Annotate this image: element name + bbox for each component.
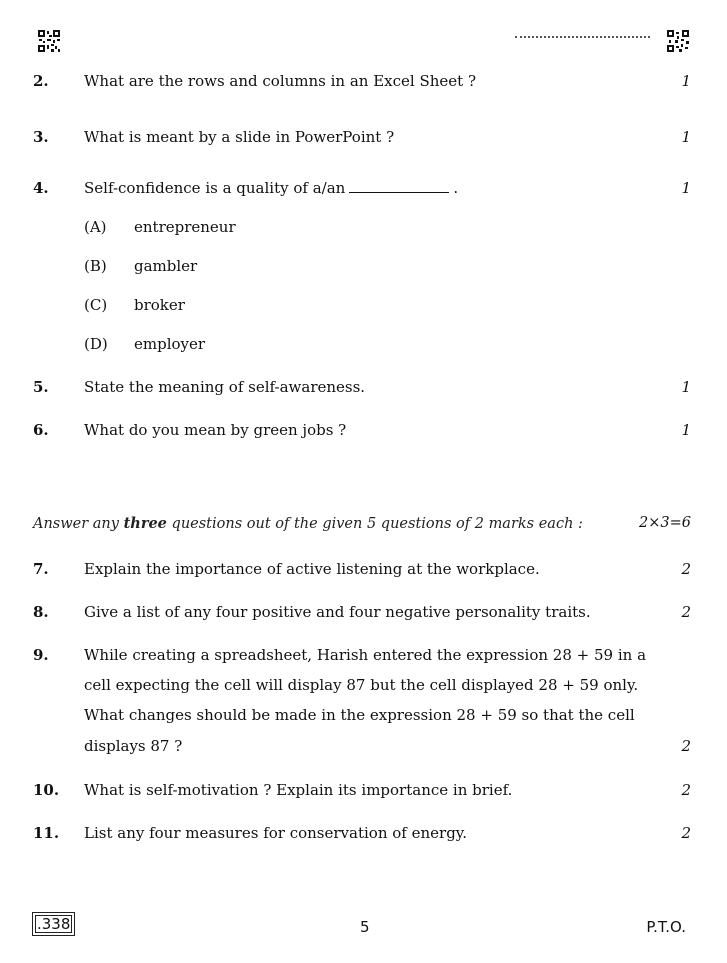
- question-text-line: cell expecting the cell will display 87 but the cell displayed 28 + 59 only.: [84, 676, 639, 694]
- question-marks: 1: [681, 72, 691, 90]
- question-number: 2.: [33, 72, 49, 90]
- option-text: broker: [134, 296, 185, 314]
- question-text: [84, 173, 458, 203]
- question-number: 3.: [33, 128, 49, 146]
- question-marks: 1: [681, 378, 691, 396]
- question-number: 7.: [33, 560, 49, 578]
- option-label: (B): [84, 257, 107, 275]
- question-marks: 2: [681, 781, 691, 799]
- question-text: What is self-motivation ? Explain its importance in brief.: [84, 781, 513, 799]
- question-marks: 2: [681, 737, 691, 755]
- option-text: gambler: [134, 257, 198, 275]
- question-text-line: displays 87 ?: [84, 737, 183, 755]
- paper-code: .338: [32, 912, 75, 936]
- option-text: employer: [134, 335, 206, 353]
- question-text-end: .: [453, 179, 459, 197]
- question-marks: 1: [681, 179, 691, 197]
- question-marks: 2: [681, 603, 691, 621]
- qr-code-icon: [38, 30, 60, 52]
- qr-code-icon: [667, 30, 689, 52]
- instruction-emphasis: three: [123, 515, 167, 532]
- question-text: Explain the importance of active listening at the workplace.: [84, 560, 540, 578]
- question-text-line: What changes should be made in the expression 28 + 59 so that the cell: [84, 706, 635, 724]
- question-number: 9.: [33, 646, 49, 664]
- question-marks: 2: [681, 560, 691, 578]
- option-label: (C): [84, 296, 108, 314]
- question-number: 10.: [33, 781, 60, 799]
- option-text: entrepreneur: [134, 218, 236, 236]
- question-text: What are the rows and columns in an Excel Sheet ?: [84, 72, 477, 90]
- instruction-prefix: Answer any: [33, 516, 124, 532]
- question-marks: 1: [681, 128, 691, 146]
- question-text: What is meant by a slide in PowerPoint ?: [84, 128, 395, 146]
- question-text-line: While creating a spreadsheet, Harish entered the expression 28 + 59 in a: [84, 646, 647, 664]
- section-instruction: [33, 515, 583, 532]
- question-number: 5.: [33, 378, 49, 396]
- instruction-suffix: questions out of the given 5 questions of 2 marks each :: [166, 516, 583, 532]
- question-number: 4.: [33, 179, 49, 197]
- option-label: (A): [84, 218, 107, 236]
- question-text: List any four measures for conservation of energy.: [84, 824, 468, 842]
- header-rule: [515, 36, 650, 38]
- question-text-start: Self-confidence is a quality of a/an: [84, 179, 346, 197]
- question-text: Give a list of any four positive and four negative personality traits.: [84, 603, 591, 621]
- please-turn-over: P.T.O.: [646, 918, 686, 936]
- page-number: 5: [360, 918, 370, 936]
- question-text: State the meaning of self-awareness.: [84, 378, 366, 396]
- section-marks: 2×3=6: [639, 515, 691, 531]
- question-number: 6.: [33, 421, 49, 439]
- question-marks: 1: [681, 421, 691, 439]
- fill-in-blank: [349, 192, 449, 193]
- option-label: (D): [84, 335, 108, 353]
- question-number: 8.: [33, 603, 49, 621]
- question-marks: 2: [681, 824, 691, 842]
- question-number: 11.: [33, 824, 60, 842]
- question-text: What do you mean by green jobs ?: [84, 421, 347, 439]
